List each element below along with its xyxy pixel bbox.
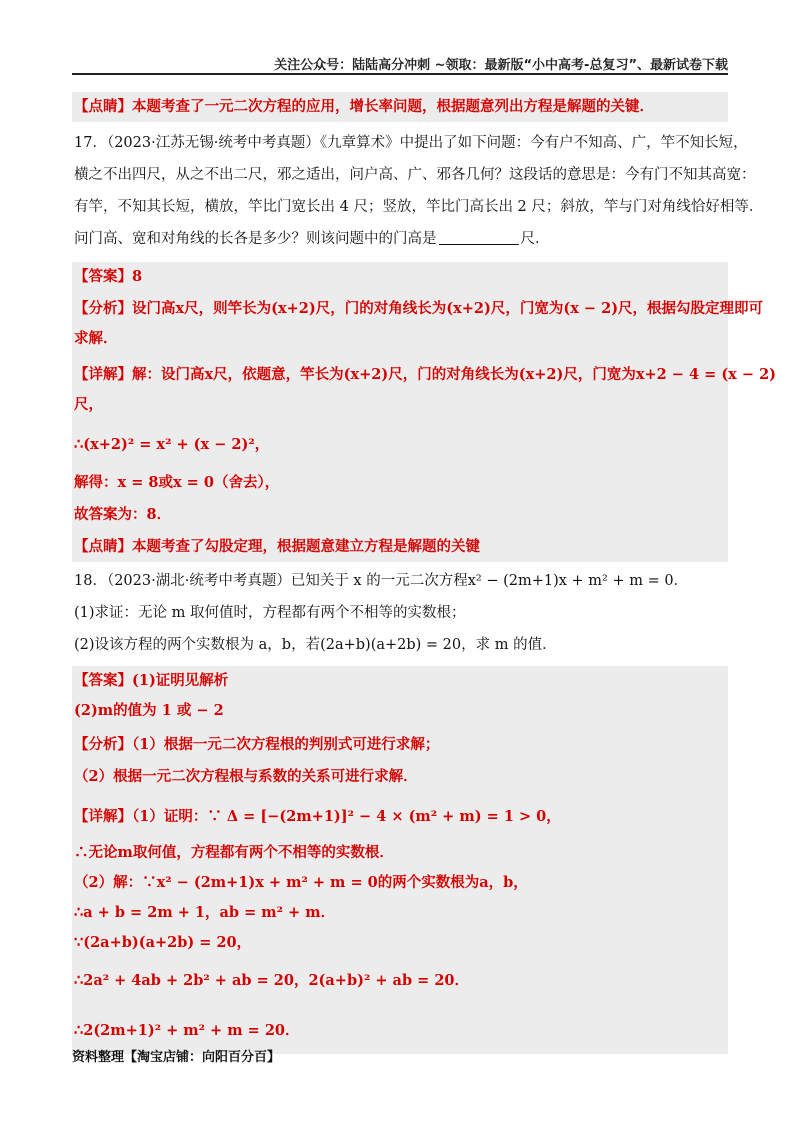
analysis-text-1: （1）根据一元二次方程根的判别式可进行求解； bbox=[132, 736, 440, 753]
document-body bbox=[72, 92, 777, 1054]
header-divider bbox=[72, 73, 728, 75]
analysis-tag: 【分析】 bbox=[74, 736, 132, 753]
answer-tag: 【答案】 bbox=[74, 672, 132, 689]
q17-solution bbox=[72, 262, 777, 562]
q18-line-1: 18．（2023·湖北·统考中考真题）已知关于 x 的一元二次方程x² − (2m+1)x + m² + m = 0． bbox=[74, 573, 689, 589]
dianjing-tag: 【点睛】 bbox=[74, 538, 132, 555]
q18-detail-4: ∴a + b = 2m + 1，ab = m² + m． bbox=[74, 904, 336, 921]
page-footer: 资料整理【淘宝店铺：向阳百分百】 bbox=[72, 1050, 281, 1065]
q18-solution bbox=[72, 666, 728, 1054]
q17-detail-1 bbox=[72, 354, 777, 390]
q17-eq-3: 故答案为：8． bbox=[74, 506, 172, 523]
q17-line-4-before: 问门高、宽和对角线的长各是多少？则该问题中的门高是 bbox=[74, 231, 437, 247]
detail-text-1: 解：设门高x尺，依题意，竿长为(x+2)尺，门的对角线长为(x+2)尺，门宽为x+2 − 4 = (x − 2) bbox=[132, 366, 777, 383]
q17-answer bbox=[72, 262, 728, 292]
detail-tag: 【详解】 bbox=[74, 366, 132, 383]
q18-detail-5: ∵(2a+b)(a+2b) = 20， bbox=[74, 934, 252, 951]
analysis-tag: 【分析】 bbox=[74, 300, 132, 317]
answer-value: 8 bbox=[132, 268, 143, 285]
page-header: 关注公众号：陆陆高分冲刺 ~领取：最新版“小中高考-总复习”、最新试卷下载 bbox=[274, 58, 728, 73]
q17-analysis-2: 求解． bbox=[74, 330, 118, 347]
q17-line-4-after: 尺． bbox=[520, 231, 550, 247]
analysis-text-1: 设门高x尺，则竿长为(x+2)尺，门的对角线长为(x+2)尺，门宽为(x − 2)尺，根据勾股定理即可 bbox=[132, 300, 764, 317]
q17-eq-2: 解得：x = 8或x = 0（舍去）， bbox=[74, 474, 280, 491]
prev-dianjing bbox=[72, 92, 728, 122]
question-18 bbox=[72, 566, 728, 662]
detail-text-1: （1）证明：∵ Δ = [−(2m+1)]² − 4 × (m² + m) = 1 > 0， bbox=[132, 808, 561, 825]
q18-answer-2: (2)m的值为 1 或 − 2 bbox=[74, 702, 224, 719]
answer-tag: 【答案】 bbox=[74, 268, 132, 285]
q18-detail-7: ∴2(2m+1)² + m² + m = 20． bbox=[74, 1022, 300, 1039]
q17-line-4 bbox=[72, 224, 728, 256]
q18-detail-3: （2）解：∵x² − (2m+1)x + m² + m = 0的两个实数根为a，b， bbox=[74, 874, 528, 891]
q17-eq-1: ∴(x+2)² = x² + (x − 2)²， bbox=[74, 436, 270, 453]
question-17 bbox=[72, 128, 764, 256]
answer-value-1: (1)证明见解析 bbox=[132, 672, 229, 689]
dianjing-text: 本题考查了勾股定理，根据题意建立方程是解题的关键 bbox=[132, 538, 480, 555]
q17-line-3: 有竿，不知其长短，横放，竿比门宽长出 4 尺；竖放，竿比门高长出 2 尺；斜放，竿与门对角线恰好相等． bbox=[74, 199, 764, 215]
q18-detail-6: ∴2a² + 4ab + 2b² + ab = 20，2(a+b)² + ab = 20． bbox=[74, 972, 470, 989]
q18-analysis-2: （2）根据一元二次方程根与系数的关系可进行求解． bbox=[74, 768, 418, 785]
q18-detail-2: ∴无论m取何值，方程都有两个不相等的实数根． bbox=[74, 844, 394, 861]
answer-blank bbox=[439, 230, 519, 245]
detail-tag: 【详解】 bbox=[74, 808, 132, 825]
q18-analysis-1 bbox=[72, 726, 728, 760]
q18-detail-1 bbox=[72, 792, 728, 836]
q17-line-1: 17．（2023·江苏无锡·统考中考真题）《九章算术》中提出了如下问题：今有户不知高、广，竿不知长短， bbox=[74, 135, 748, 151]
q17-analysis-1 bbox=[72, 292, 764, 324]
q18-line-3: (2)设该方程的两个实数根为 a，b，若(2a+b)(a+2b) = 20，求 m 的值． bbox=[74, 637, 557, 653]
dianjing-tag: 【点睛】 bbox=[74, 98, 132, 115]
dianjing-text: 本题考查了一元二次方程的应用，增长率问题，根据题意列出方程是解题的关键． bbox=[132, 98, 654, 115]
q17-line-2: 横之不出四尺，从之不出二尺，邪之适出，问户高、广、邪各几何？这段话的意思是：今有门不知其高宽： bbox=[74, 167, 756, 183]
q17-detail-2: 尺， bbox=[74, 396, 103, 413]
q18-line-2: (1)求证：无论 m 取何值时，方程都有两个不相等的实数根； bbox=[74, 605, 466, 621]
q18-answer-1 bbox=[72, 666, 728, 696]
q17-dianjing bbox=[72, 530, 728, 562]
